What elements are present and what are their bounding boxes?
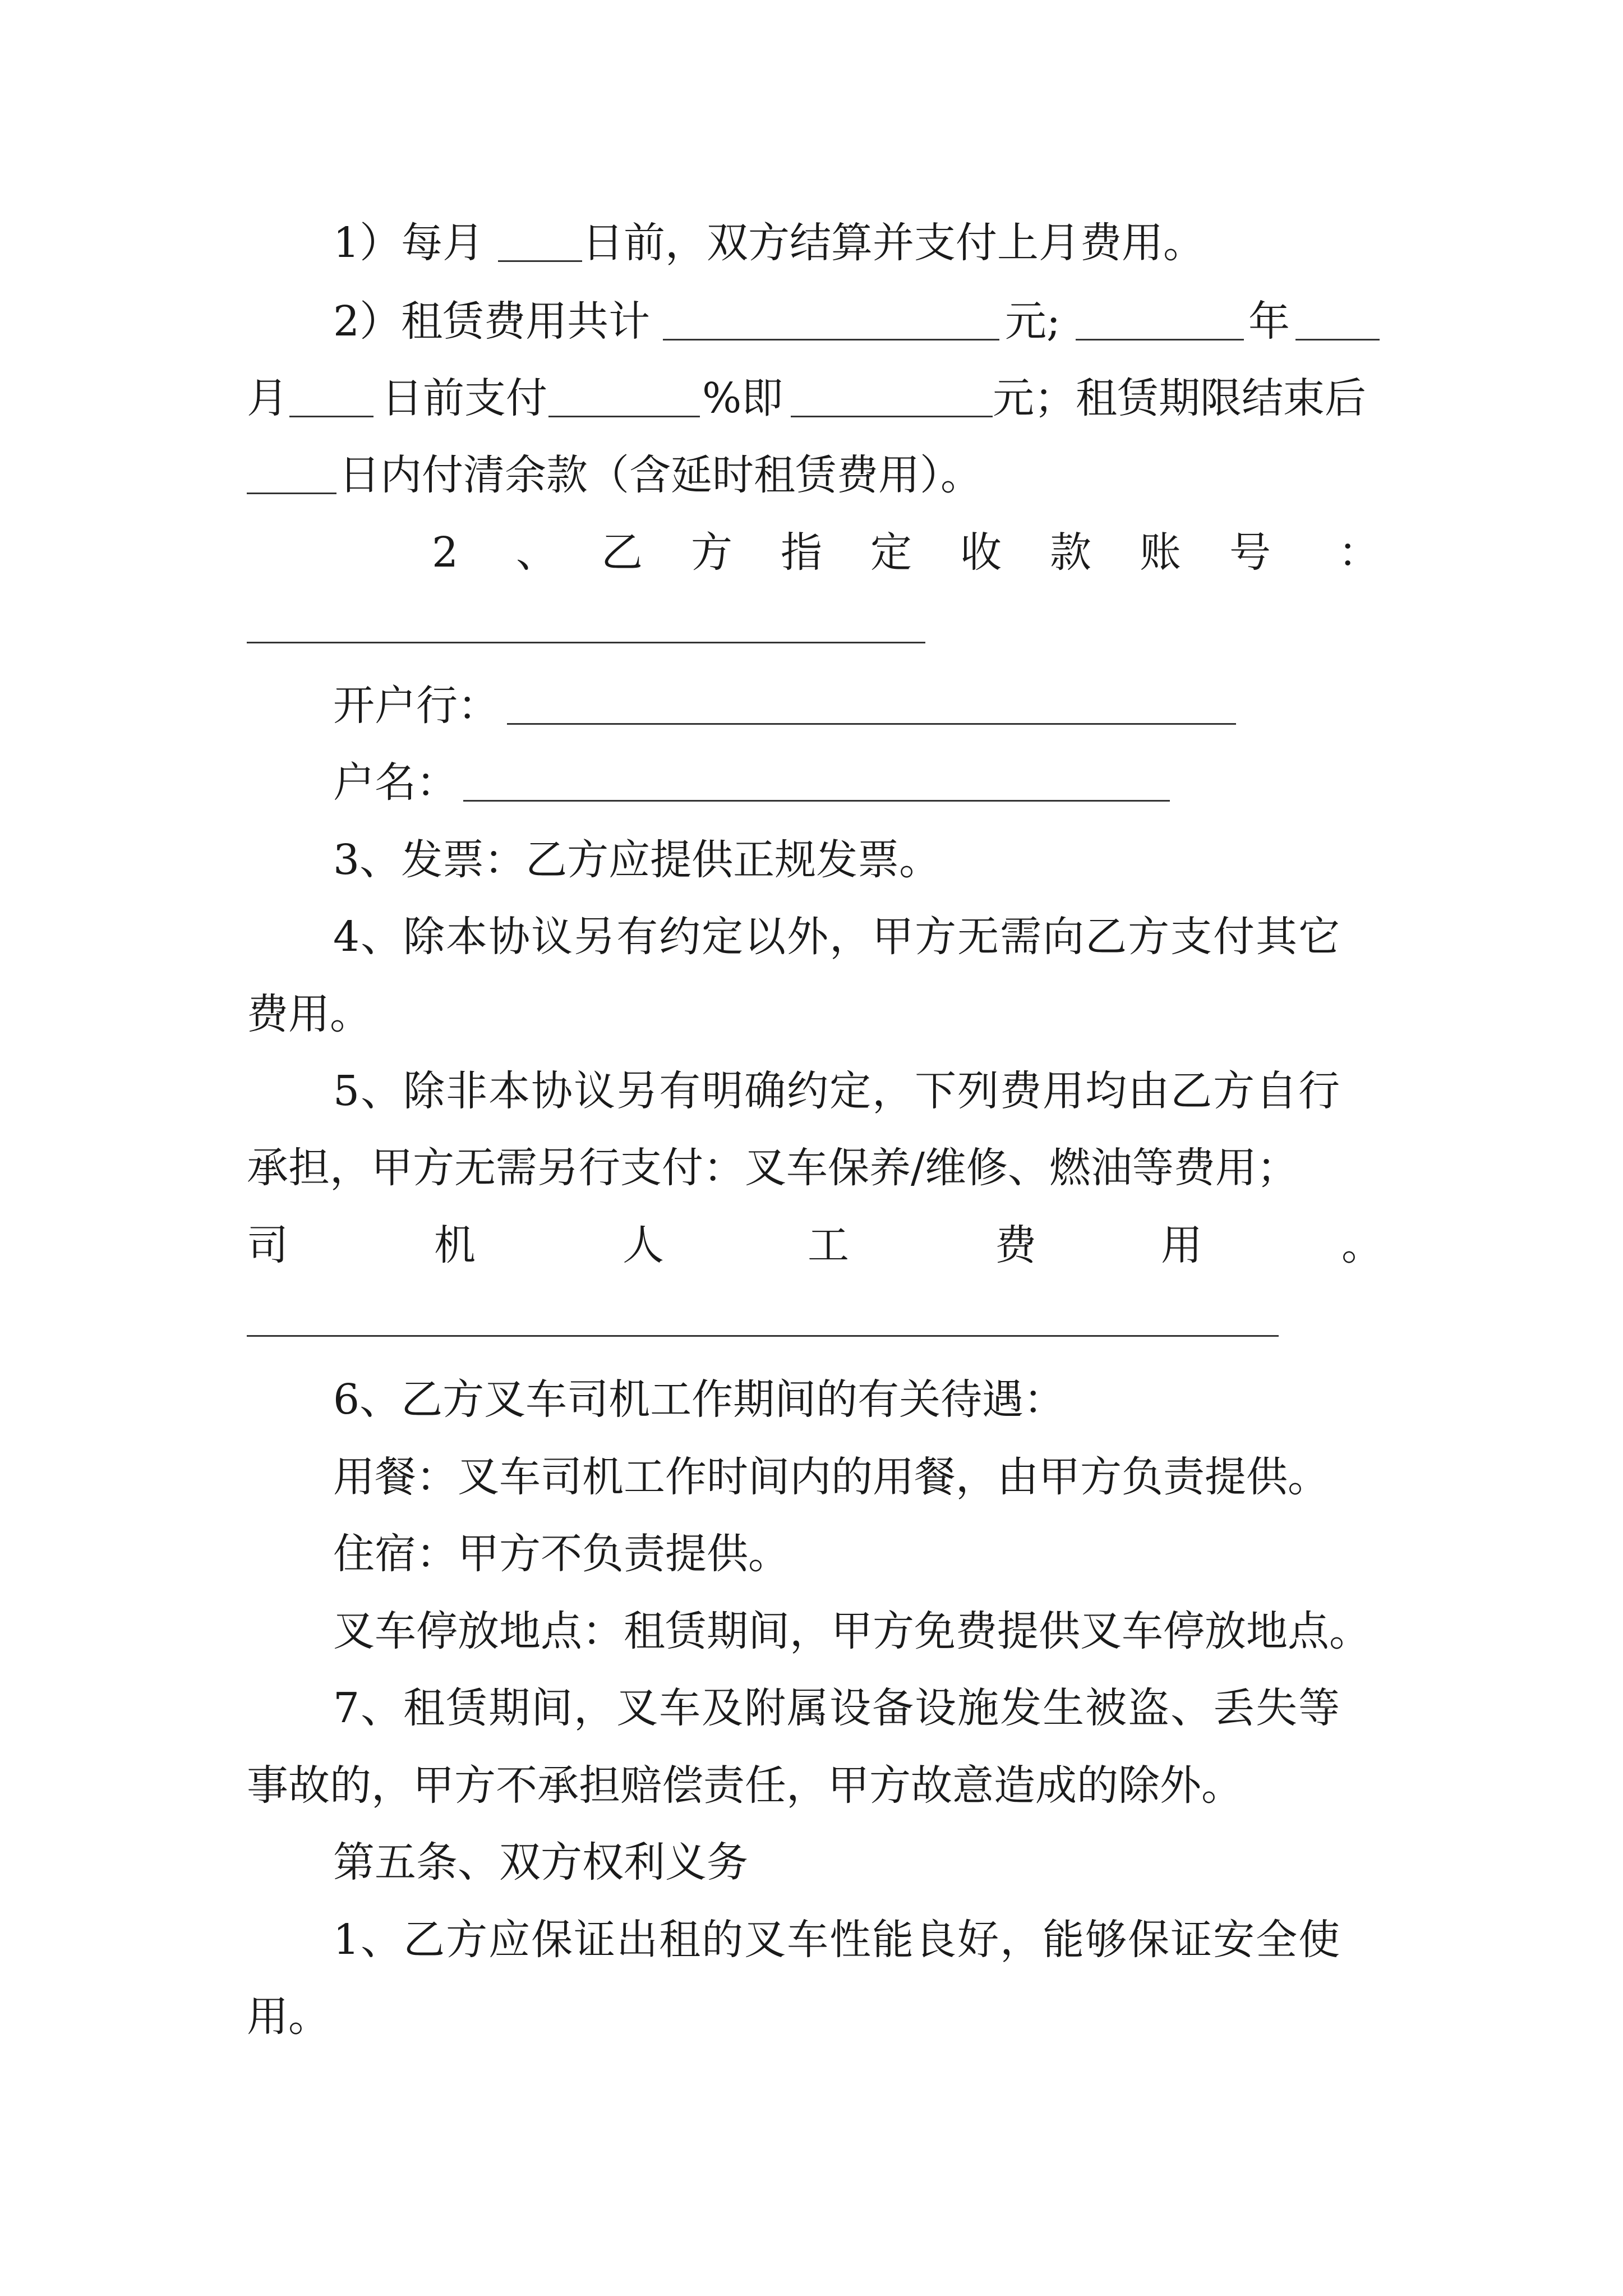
item4-text-b: 费用。 (247, 990, 371, 1038)
month-label: 月 (247, 374, 288, 422)
rent-total-line (0, 291, 1623, 352)
payment-date-suffix: 日前，双方结算并支付上月费用。 (582, 219, 1205, 267)
duty1-line-a (0, 1909, 1623, 1971)
driver-fee-char: 人 (623, 1221, 664, 1269)
percent-label: %即 (702, 374, 783, 422)
item4-line-b (0, 983, 1623, 1045)
blank-day (498, 260, 582, 262)
item5-text-b: 承担，甲方无需另行支付：叉车保养/维修、燃油等费用； (247, 1144, 1298, 1192)
payment-date-line (0, 212, 1623, 274)
item5-line-c (0, 1214, 1623, 1276)
invoice-line (0, 829, 1623, 891)
lodging-line (0, 1523, 1623, 1585)
item5-line-b (0, 1137, 1623, 1199)
item6-text: 6、乙方叉车司机工作期间的有关待遇： (333, 1375, 1066, 1424)
account-heading-line (0, 522, 1623, 583)
yuan-term-label: 元；租赁期限结束后 (993, 374, 1366, 422)
rent-total-label: 2）租赁费用共计 (333, 297, 651, 346)
parking-line (0, 1600, 1623, 1662)
item5-text-a: 5、除非本协议另有明确约定，下列费用均由乙方自行 (333, 1067, 1341, 1115)
blank-percent (548, 416, 700, 417)
meal-text: 用餐：叉车司机工作时间内的用餐，由甲方负责提供。 (333, 1453, 1329, 1501)
item6-line (0, 1369, 1623, 1430)
meal-line (0, 1446, 1623, 1508)
blank-account-name (463, 800, 1170, 802)
item7-line-b (0, 1755, 1623, 1816)
balance-line (0, 444, 1623, 506)
driver-fee-line (247, 1335, 1279, 1337)
blank-day-b (289, 416, 374, 417)
account-number-line (247, 642, 925, 643)
article5-heading-line (0, 1832, 1623, 1893)
account-name-label: 户名： (333, 758, 458, 807)
account-char: 款 (1050, 528, 1091, 577)
blank-days-c (247, 493, 336, 494)
lodging-text: 住宿：甲方不负责提供。 (333, 1530, 790, 1578)
blank-month-a (1295, 339, 1380, 341)
invoice-text: 3、发票：乙方应提供正规发票。 (333, 836, 941, 884)
account-name-line (0, 752, 1623, 813)
item4-text-a: 4、除本协议另有约定以外，甲方无需向乙方支付其它 (333, 913, 1341, 961)
account-char: 定 (870, 528, 912, 577)
parking-text: 叉车停放地点：租赁期间，甲方免费提供叉车停放地点。 (333, 1607, 1371, 1655)
item4-line-a (0, 906, 1623, 968)
driver-fee-char: 费 (995, 1221, 1036, 1269)
yuan-label: 元; (1005, 297, 1061, 346)
balance-text: 日内付清余款（含延时租赁费用）。 (339, 451, 982, 499)
driver-fee-char: 。 (1341, 1221, 1383, 1269)
account-char: 账 (1140, 528, 1181, 577)
blank-year (1076, 339, 1244, 341)
bank-label: 开户行： (333, 682, 499, 730)
item7-line-a (0, 1677, 1623, 1739)
item7-text-a: 7、租赁期间，叉车及附属设备设施发生被盗、丢失等 (333, 1684, 1341, 1732)
duty1-text-a: 1、乙方应保证出租的叉车性能良好，能够保证安全使 (333, 1916, 1341, 1964)
account-char: 2 (432, 528, 459, 577)
account-char: 号 (1229, 528, 1271, 577)
duty1-text-b: 用。 (247, 1993, 330, 2041)
rent-payment-line (0, 367, 1623, 429)
driver-fee-char: 机 (434, 1221, 476, 1269)
item7-text-b: 事故的，甲方不承担赔偿责任，甲方故意造成的除外。 (247, 1761, 1243, 1810)
account-char: 乙 (601, 528, 643, 577)
pay-before-label: 日前支付 (381, 374, 547, 422)
blank-amount (791, 416, 993, 417)
account-char: 方 (691, 528, 732, 577)
driver-fee-char: 用 (1161, 1221, 1202, 1269)
driver-fee-char: 司 (247, 1221, 288, 1269)
account-char: ： (1338, 528, 1380, 577)
bank-line (0, 675, 1623, 737)
article5-heading: 第五条、双方权利义务 (333, 1838, 748, 1887)
blank-bank (507, 723, 1236, 725)
item5-line-a (0, 1060, 1623, 1122)
account-char: 收 (960, 528, 1002, 577)
duty1-line-b (0, 1986, 1623, 2047)
account-char: 、 (516, 528, 557, 577)
blank-total-amount (663, 339, 999, 341)
driver-fee-char: 工 (808, 1221, 849, 1269)
year-label: 年 (1248, 297, 1290, 346)
account-char: 指 (781, 528, 822, 577)
payment-date-prefix: 1）每月 (333, 219, 485, 267)
